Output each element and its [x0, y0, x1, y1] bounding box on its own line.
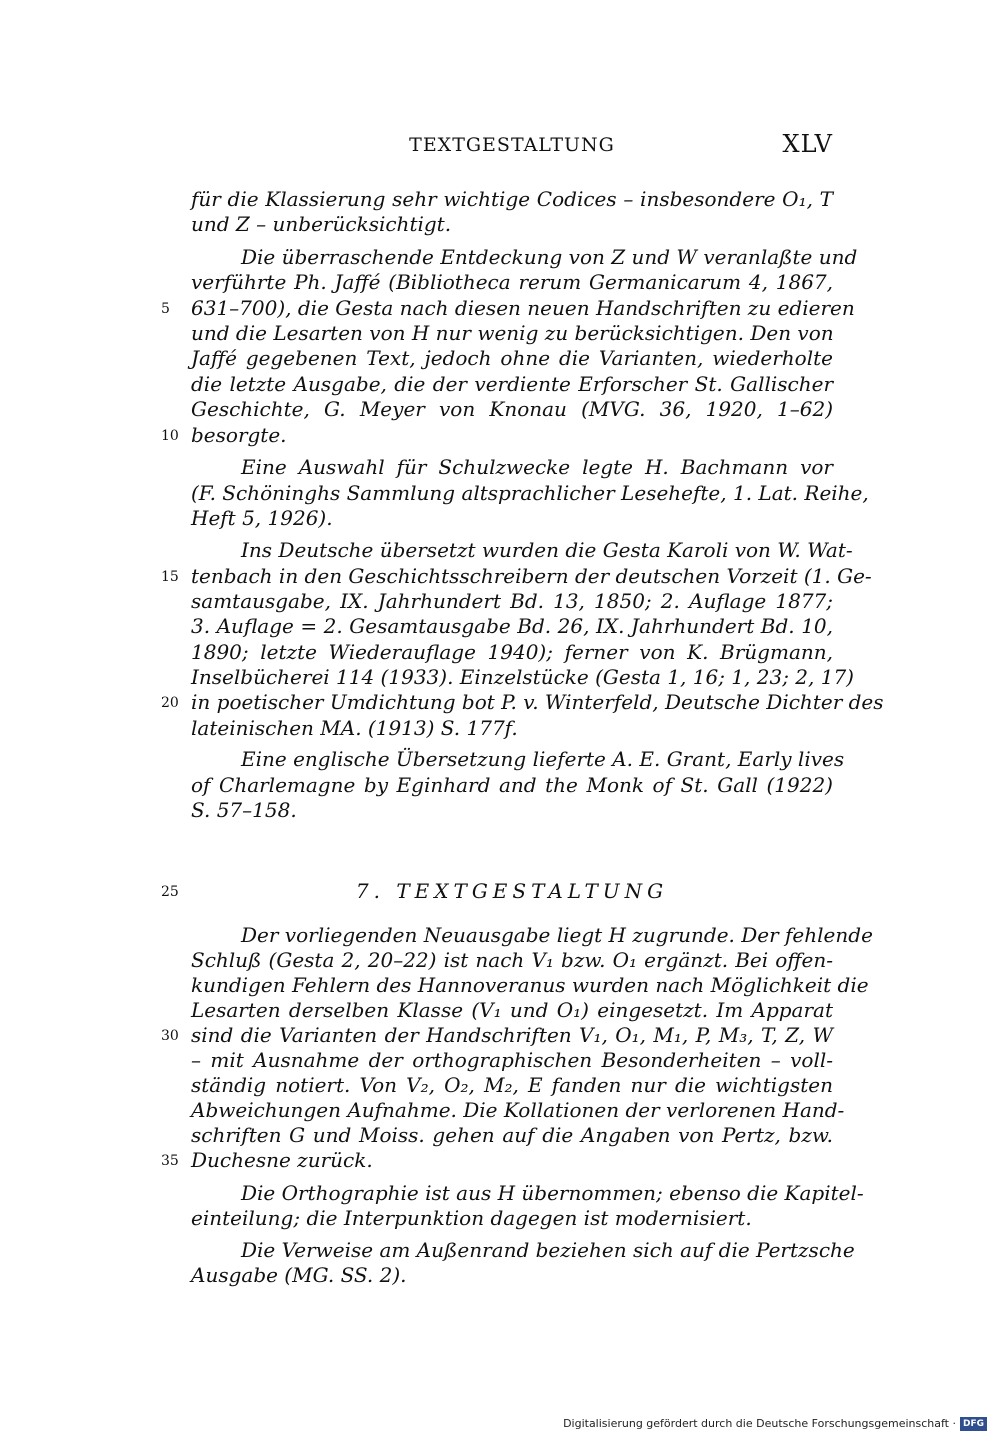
- text-line: Duchesne zurück.: [191, 1148, 373, 1172]
- text-line: Die überraschende Entdeckung von Z und W veranlaßte und: [241, 245, 858, 269]
- text-line: Lesarten derselben Klasse (V₁ und O₁) eingesetzt. Im Apparat: [191, 998, 833, 1022]
- section-heading: 7. TEXTGESTALTUNG: [355, 879, 669, 903]
- text-line: 631–700), die Gesta nach diesen neuen Handschriften zu edieren: [191, 296, 855, 320]
- text-line: und Z – unberücksichtigt.: [191, 212, 452, 236]
- text-line: die letzte Ausgabe, die der verdiente Erforscher St. Gallischer: [191, 372, 833, 396]
- running-title: TEXTGESTALTUNG: [409, 134, 615, 156]
- text-line: Der vorliegenden Neuausgabe liegt H zugrunde. Der fehlende: [241, 923, 873, 947]
- text-line: sind die Varianten der Handschriften V₁, O₁, M₁, P, M₃, T, Z, W: [191, 1023, 833, 1047]
- text-line: kundigen Fehlern des Hannoveranus wurden nach Möglichkeit die: [191, 973, 869, 997]
- text-line: lateinischen MA. (1913) S. 177f.: [191, 716, 518, 740]
- line-number: 35: [161, 1153, 179, 1169]
- text-line: für die Klassierung sehr wichtige Codices – insbesondere O₁, T: [191, 187, 833, 211]
- footer-text: Digitalisierung gefördert durch die Deutsche Forschungsgemeinschaft ·: [563, 1417, 956, 1430]
- running-head: [191, 130, 833, 160]
- text-line: Heft 5, 1926).: [191, 506, 333, 530]
- digitization-footer: [563, 1416, 987, 1432]
- text-line: Die Verweise am Außenrand beziehen sich auf die Pertzsche: [241, 1238, 855, 1262]
- text-line: of Charlemagne by Eginhard and the Monk of St. Gall (1922): [191, 773, 833, 797]
- text-line: 3. Auflage = 2. Gesamtausgabe Bd. 26, IX. Jahrhundert Bd. 10,: [191, 614, 833, 638]
- text-line: und die Lesarten von H nur wenig zu berücksichtigen. Den von: [191, 321, 834, 345]
- line-number: 10: [161, 428, 179, 444]
- text-line: Eine Auswahl für Schulzwecke legte H. Bachmann vor: [241, 455, 833, 479]
- text-line: 1890; letzte Wiederauflage 1940); ferner von K. Brügmann,: [191, 640, 833, 664]
- text-line: ständig notiert. Von V₂, O₂, M₂, E fanden nur die wichtigsten: [191, 1073, 833, 1097]
- text-line: Jaffé gegebenen Text, jedoch ohne die Varianten, wiederholte: [191, 346, 833, 370]
- text-line: Geschichte, G. Meyer von Knonau (MVG. 36, 1920, 1–62): [191, 397, 833, 421]
- text-line: Inselbücherei 114 (1933). Einzelstücke (Gesta 1, 16; 1, 23; 2, 17): [191, 665, 854, 689]
- text-line: verführte Ph. Jaffé (Bibliotheca rerum Germanicarum 4, 1867,: [191, 270, 833, 294]
- text-line: Ins Deutsche übersetzt wurden die Gesta Karoli von W. Wat-: [241, 538, 853, 562]
- line-number: 20: [161, 695, 179, 711]
- text-line: schriften G und Moiss. gehen auf die Angaben von Pertz, bzw.: [191, 1123, 833, 1147]
- page-number: XLV: [782, 130, 833, 158]
- text-line: (F. Schöninghs Sammlung altsprachlicher Lesehefte, 1. Lat. Reihe,: [191, 481, 869, 505]
- text-line: tenbach in den Geschichtsschreibern der deutschen Vorzeit (1. Ge-: [191, 564, 872, 588]
- text-line: S. 57–158.: [191, 798, 297, 822]
- text-line: samtausgabe, IX. Jahrhundert Bd. 13, 1850; 2. Auflage 1877;: [191, 589, 833, 613]
- text-line: Ausgabe (MG. SS. 2).: [191, 1263, 407, 1287]
- text-line: Eine englische Übersetzung lieferte A. E. Grant, Early lives: [241, 747, 845, 771]
- line-number: 25: [161, 884, 179, 900]
- line-number: 30: [161, 1028, 179, 1044]
- line-number: 15: [161, 569, 179, 585]
- text-line: Die Orthographie ist aus H übernommen; ebenso die Kapitel-: [241, 1181, 864, 1205]
- text-line: Schluß (Gesta 2, 20–22) ist nach V₁ bzw. O₁ ergänzt. Bei offen-: [191, 948, 833, 972]
- text-line: in poetischer Umdichtung bot P. v. Winterfeld, Deutsche Dichter des: [191, 690, 884, 714]
- line-number: 5: [161, 301, 170, 317]
- dfg-logo: DFG: [960, 1417, 987, 1431]
- text-line: besorgte.: [191, 423, 287, 447]
- text-line: Abweichungen Aufnahme. Die Kollationen der verlorenen Hand-: [191, 1098, 845, 1122]
- text-line: – mit Ausnahme der orthographischen Besonderheiten – voll-: [191, 1048, 833, 1072]
- text-line: einteilung; die Interpunktion dagegen ist modernisiert.: [191, 1206, 752, 1230]
